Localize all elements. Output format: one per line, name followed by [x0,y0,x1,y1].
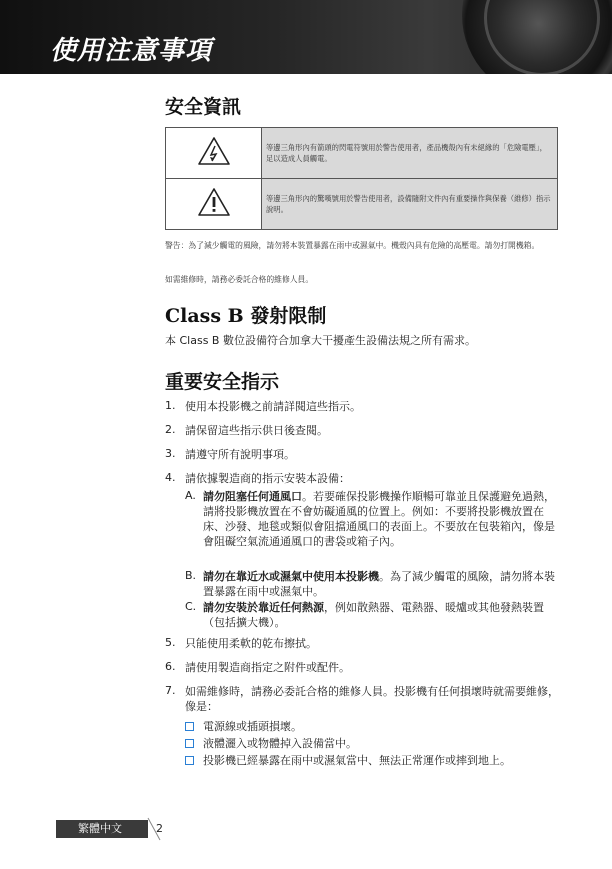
checkbox-bullet-icon [185,739,194,748]
header-banner [0,0,612,74]
list-item-number: 4. [165,471,176,484]
list-item-number: 2. [165,423,176,436]
table-row [166,179,558,230]
service-paragraph: 如需維修時，請務必委託合格的維修人員。 [165,275,314,284]
symbol-description: 等邊三角形內有箭頭的閃電符號用於警告使用者，產品機殼內有未絕緣的「危險電壓」，足以造成人員觸電。 [262,128,558,179]
sub-item-bold: 請勿阻塞任何通風口 [203,490,302,503]
list-item: 請依據製造商的指示安裝本設備： [185,472,350,485]
symbol-description: 等邊三角形內的驚嘆號用於警告使用者，設備隨附文件內有重要操作與保養（維修）指示說明。 [262,179,558,230]
sub-item [203,569,561,599]
footer-language: 繁體中文 [78,822,122,835]
sub-item-text: 。若要確保投影機操作順暢可靠並且保護避免過熱，請將投影機放置在不會妨礙通風的位置上。例如：不要將投影機放置在床、沙發、地毯或類似會阻擋通風口的表面上。不要放在包裝箱內，像是會阻礙空氣流通通風口的書袋或箱子內。 [203,490,555,548]
list-item: 如需維修時，請務必委託合格的維修人員。投影機有任何損壞時就需要維修，像是： [185,685,559,713]
sub-item-bold: 請勿在靠近水或濕氣中使用本投影機 [203,570,379,583]
bullet-item: 液體灑入或物體掉入設備當中。 [203,737,357,750]
sub-item-bold: 請勿安裝於靠近任何熱源 [203,601,324,614]
list-item-number: 5. [165,636,176,649]
checkbox-bullet-icon [185,756,194,765]
safety-section-title: 安全資訊 [165,96,242,118]
exclamation-warning-icon [197,187,231,217]
lightning-warning-icon [197,136,231,166]
safety-symbol-table [165,127,558,230]
sub-item-text: ，例如散熱器、電熱器、暖爐或其他發熱裝置（包括擴大機）。 [203,601,544,629]
table-row [166,128,558,179]
checkbox-bullet-icon [185,722,194,731]
list-item-number: 1. [165,399,176,412]
list-item-number: 7. [165,684,176,697]
sub-item [203,600,561,630]
sub-item-letter: B. [185,569,197,582]
list-item: 使用本投影機之前請詳閱這些指示。 [185,400,361,413]
list-item: 只能使用柔軟的乾布擦拭。 [185,637,317,650]
sub-item-letter: C. [185,600,197,613]
list-item-number: 6. [165,660,176,673]
warning-paragraph: 警告：為了減少觸電的風險，請勿將本裝置暴露在雨中或濕氣中。機殼內具有危險的高壓電。請勿打開機箱。 [165,241,540,250]
symbol-cell [166,128,262,179]
page-number: 2 [156,822,163,835]
sub-item [203,489,561,549]
list-item: 請保留這些指示供日後查閱。 [185,424,328,437]
page-header-title: 使用注意事項 [50,36,213,66]
list-item-number: 3. [165,447,176,460]
sub-item-letter: A. [185,489,196,502]
bullet-item: 投影機已經暴露在雨中或濕氣當中、無法正常運作或摔到地上。 [203,754,511,767]
symbol-cell [166,179,262,230]
classb-section-title: Class B 發射限制 [165,305,327,327]
list-item: 請遵守所有說明事項。 [185,448,295,461]
instructions-section-title: 重要安全指示 [165,371,280,393]
bullet-item: 電源線或插頭損壞。 [203,720,302,733]
sub-item-text: 。為了減少觸電的風險，請勿將本裝置暴露在雨中或濕氣中。 [203,570,555,598]
list-item: 請使用製造商指定之附件或配件。 [185,661,350,674]
classb-paragraph: 本 Class B 數位設備符合加拿大干擾產生設備法規之所有需求。 [165,334,476,347]
